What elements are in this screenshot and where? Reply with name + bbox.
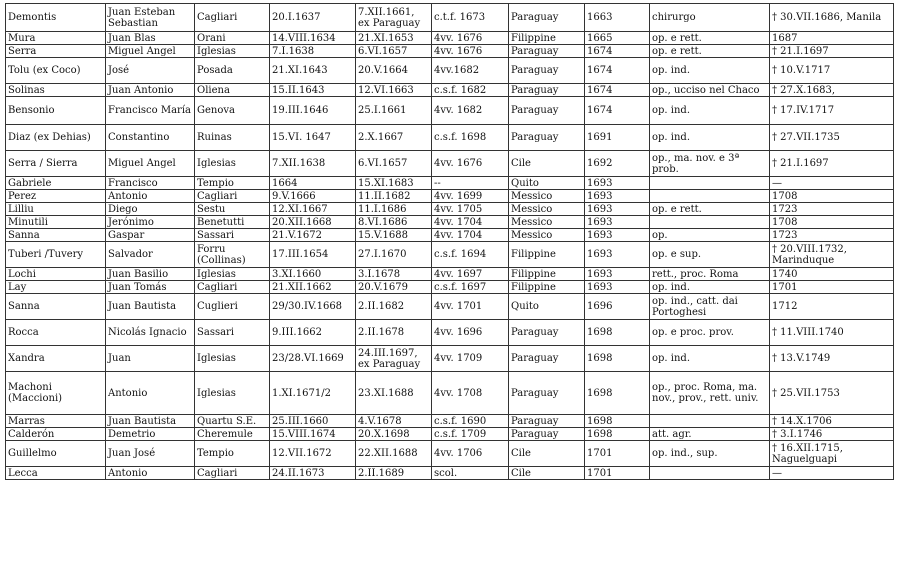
given-name-cell: Miguel Angel xyxy=(106,151,195,177)
role-cell: op. e proc. prov. xyxy=(650,320,770,346)
entry-date-cell: 2.X.1667 xyxy=(356,125,432,151)
given-name-cell: Jerónimo xyxy=(106,216,195,229)
role-cell: op. ind., catt. dai Portoghesi xyxy=(650,294,770,320)
death-cell: † 21.I.1697 xyxy=(770,45,894,58)
surname-cell: Xandra xyxy=(6,346,106,372)
death-cell: † 3.I.1746 xyxy=(770,428,894,441)
given-name-cell: Juan Tomás xyxy=(106,281,195,294)
table-row xyxy=(6,177,894,190)
death-cell: 1708 xyxy=(770,190,894,203)
province-cell: Quito xyxy=(509,177,585,190)
entry-date-cell: 20.V.1679 xyxy=(356,281,432,294)
departure-year-cell: 1674 xyxy=(585,84,650,97)
table-row xyxy=(6,268,894,281)
departure-year-cell: 1693 xyxy=(585,281,650,294)
surname-cell: Minutili xyxy=(6,216,106,229)
role-cell: op. e rett. xyxy=(650,32,770,45)
surname-cell: Mura xyxy=(6,32,106,45)
entry-date-cell: 6.VI.1657 xyxy=(356,151,432,177)
birth-date-cell: 15.II.1643 xyxy=(270,84,356,97)
role-cell: chirurgo xyxy=(650,4,770,32)
entry-date-cell: 25.I.1661 xyxy=(356,97,432,125)
entry-date-cell: 22.XII.1688 xyxy=(356,441,432,467)
death-cell: † 16.XII.1715, Naguelguapi xyxy=(770,441,894,467)
death-cell: † 17.IV.1717 xyxy=(770,97,894,125)
departure-year-cell: 1693 xyxy=(585,229,650,242)
province-cell: Paraguay xyxy=(509,4,585,32)
entry-date-cell: 23.XI.1688 xyxy=(356,372,432,415)
entry-date-cell: 11.II.1682 xyxy=(356,190,432,203)
death-cell: † 13.V.1749 xyxy=(770,346,894,372)
given-name-cell: Juan Bautista xyxy=(106,294,195,320)
departure-year-cell: 1674 xyxy=(585,58,650,84)
province-cell: Cile xyxy=(509,441,585,467)
departure-year-cell: 1698 xyxy=(585,320,650,346)
table-row xyxy=(6,415,894,428)
birthplace-cell: Cagliari xyxy=(195,281,270,294)
vows-cell: 4vv. 1699 xyxy=(432,190,509,203)
given-name-cell: Juan Bautista xyxy=(106,415,195,428)
birth-date-cell: 7.I.1638 xyxy=(270,45,356,58)
entry-date-cell: 15.XI.1683 xyxy=(356,177,432,190)
given-name-cell: Constantino xyxy=(106,125,195,151)
surname-cell: Lilliu xyxy=(6,203,106,216)
surname-cell: Serra xyxy=(6,45,106,58)
vows-cell: 4vv.1682 xyxy=(432,58,509,84)
birthplace-cell: Sassari xyxy=(195,229,270,242)
province-cell: Paraguay xyxy=(509,372,585,415)
entry-date-cell: 15.V.1688 xyxy=(356,229,432,242)
surname-cell: Tuberi /Tuvery xyxy=(6,242,106,268)
table-row xyxy=(6,428,894,441)
entry-date-cell: 11.I.1686 xyxy=(356,203,432,216)
table-row xyxy=(6,151,894,177)
given-name-cell: Juan xyxy=(106,346,195,372)
role-cell xyxy=(650,216,770,229)
surname-cell: Perez xyxy=(6,190,106,203)
birth-date-cell: 19.III.1646 xyxy=(270,97,356,125)
given-name-cell: Juan José xyxy=(106,441,195,467)
surname-cell: Sanna xyxy=(6,229,106,242)
birthplace-cell: Benetutti xyxy=(195,216,270,229)
vows-cell: 4vv. 1706 xyxy=(432,441,509,467)
death-cell: † 14.X.1706 xyxy=(770,415,894,428)
province-cell: Paraguay xyxy=(509,346,585,372)
given-name-cell: Antonio xyxy=(106,190,195,203)
death-cell: † 27.VII.1735 xyxy=(770,125,894,151)
province-cell: Filippine xyxy=(509,281,585,294)
table-row xyxy=(6,229,894,242)
table-row xyxy=(6,346,894,372)
given-name-cell: José xyxy=(106,58,195,84)
death-cell: 1712 xyxy=(770,294,894,320)
death-cell: — xyxy=(770,177,894,190)
province-cell: Messico xyxy=(509,190,585,203)
province-cell: Filippine xyxy=(509,268,585,281)
role-cell xyxy=(650,467,770,480)
birthplace-cell: Iglesias xyxy=(195,346,270,372)
role-cell: op., proc. Roma, ma. nov., prov., rett. univ. xyxy=(650,372,770,415)
role-cell: op. xyxy=(650,229,770,242)
death-cell: 1701 xyxy=(770,281,894,294)
vows-cell: 4vv. 1676 xyxy=(432,32,509,45)
role-cell: op. ind. xyxy=(650,58,770,84)
vows-cell: c.s.f. 1698 xyxy=(432,125,509,151)
vows-cell: c.s.f. 1694 xyxy=(432,242,509,268)
birth-date-cell: 24.II.1673 xyxy=(270,467,356,480)
birth-date-cell: 20.XII.1668 xyxy=(270,216,356,229)
birth-date-cell: 23/28.VI.1669 xyxy=(270,346,356,372)
death-cell: † 11.VIII.1740 xyxy=(770,320,894,346)
vows-cell: 4vv. 1704 xyxy=(432,216,509,229)
given-name-cell: Antonio xyxy=(106,467,195,480)
entry-date-cell: 20.X.1698 xyxy=(356,428,432,441)
entry-date-cell: 8.VI.1686 xyxy=(356,216,432,229)
departure-year-cell: 1693 xyxy=(585,268,650,281)
table-row xyxy=(6,125,894,151)
vows-cell: c.s.f. 1690 xyxy=(432,415,509,428)
table-row xyxy=(6,45,894,58)
table-row xyxy=(6,281,894,294)
surname-cell: Solinas xyxy=(6,84,106,97)
surname-cell: Bensonio xyxy=(6,97,106,125)
surname-cell: Marras xyxy=(6,415,106,428)
departure-year-cell: 1691 xyxy=(585,125,650,151)
birthplace-cell: Tempio xyxy=(195,441,270,467)
death-cell: 1723 xyxy=(770,203,894,216)
province-cell: Paraguay xyxy=(509,97,585,125)
table-row xyxy=(6,203,894,216)
birth-date-cell: 29/30.IV.1668 xyxy=(270,294,356,320)
given-name-cell: Antonio xyxy=(106,372,195,415)
birthplace-cell: Sassari xyxy=(195,320,270,346)
table-row xyxy=(6,441,894,467)
surname-cell: Lecca xyxy=(6,467,106,480)
province-cell: Paraguay xyxy=(509,45,585,58)
table-row xyxy=(6,190,894,203)
departure-year-cell: 1698 xyxy=(585,346,650,372)
departure-year-cell: 1674 xyxy=(585,97,650,125)
role-cell: op. ind. xyxy=(650,346,770,372)
province-cell: Paraguay xyxy=(509,125,585,151)
biographical-table xyxy=(5,3,894,480)
table-row xyxy=(6,58,894,84)
role-cell: op., ma. nov. e 3ª prob. xyxy=(650,151,770,177)
birthplace-cell: Cagliari xyxy=(195,4,270,32)
surname-cell: Lochi xyxy=(6,268,106,281)
vows-cell: 4vv. 1704 xyxy=(432,229,509,242)
table-row xyxy=(6,294,894,320)
role-cell xyxy=(650,415,770,428)
departure-year-cell: 1665 xyxy=(585,32,650,45)
departure-year-cell: 1693 xyxy=(585,190,650,203)
entry-date-cell: 3.I.1678 xyxy=(356,268,432,281)
entry-date-cell: 21.XI.1653 xyxy=(356,32,432,45)
entry-date-cell: 6.VI.1657 xyxy=(356,45,432,58)
birth-date-cell: 1664 xyxy=(270,177,356,190)
province-cell: Filippine xyxy=(509,242,585,268)
given-name-cell: Juan Esteban Sebastian xyxy=(106,4,195,32)
vows-cell: 4vv. 1676 xyxy=(432,45,509,58)
birth-date-cell: 15.VIII.1674 xyxy=(270,428,356,441)
given-name-cell: Juan Blas xyxy=(106,32,195,45)
birthplace-cell: Iglesias xyxy=(195,151,270,177)
surname-cell: Calderón xyxy=(6,428,106,441)
departure-year-cell: 1698 xyxy=(585,415,650,428)
birthplace-cell: Oliena xyxy=(195,84,270,97)
departure-year-cell: 1693 xyxy=(585,177,650,190)
surname-cell: Demontis xyxy=(6,4,106,32)
given-name-cell: Diego xyxy=(106,203,195,216)
province-cell: Paraguay xyxy=(509,415,585,428)
role-cell: op. ind. xyxy=(650,125,770,151)
birthplace-cell: Posada xyxy=(195,58,270,84)
vows-cell: c.t.f. 1673 xyxy=(432,4,509,32)
surname-cell: Rocca xyxy=(6,320,106,346)
table-row xyxy=(6,216,894,229)
birthplace-cell: Iglesias xyxy=(195,45,270,58)
vows-cell: -- xyxy=(432,177,509,190)
birth-date-cell: 21.XI.1643 xyxy=(270,58,356,84)
province-cell: Quito xyxy=(509,294,585,320)
birthplace-cell: Cheremule xyxy=(195,428,270,441)
table-row xyxy=(6,32,894,45)
province-cell: Paraguay xyxy=(509,428,585,441)
surname-cell: Lay xyxy=(6,281,106,294)
vows-cell: 4vv. 1696 xyxy=(432,320,509,346)
birth-date-cell: 7.XII.1638 xyxy=(270,151,356,177)
role-cell: op. ind., sup. xyxy=(650,441,770,467)
province-cell: Filippine xyxy=(509,32,585,45)
birthplace-cell: Iglesias xyxy=(195,268,270,281)
birth-date-cell: 15.VI. 1647 xyxy=(270,125,356,151)
province-cell: Cile xyxy=(509,467,585,480)
departure-year-cell: 1693 xyxy=(585,242,650,268)
table-row xyxy=(6,320,894,346)
table-row xyxy=(6,372,894,415)
birthplace-cell: Iglesias xyxy=(195,372,270,415)
entry-date-cell: 2.II.1682 xyxy=(356,294,432,320)
departure-year-cell: 1698 xyxy=(585,428,650,441)
birth-date-cell: 3.XI.1660 xyxy=(270,268,356,281)
birthplace-cell: Quartu S.E. xyxy=(195,415,270,428)
departure-year-cell: 1701 xyxy=(585,467,650,480)
role-cell: rett., proc. Roma xyxy=(650,268,770,281)
role-cell: op. e rett. xyxy=(650,45,770,58)
entry-date-cell: 12.VI.1663 xyxy=(356,84,432,97)
role-cell xyxy=(650,177,770,190)
birth-date-cell: 9.III.1662 xyxy=(270,320,356,346)
birthplace-cell: Tempio xyxy=(195,177,270,190)
vows-cell: 4vv. 1708 xyxy=(432,372,509,415)
death-cell: † 10.V.1717 xyxy=(770,58,894,84)
vows-cell: scol. xyxy=(432,467,509,480)
entry-date-cell: 4.V.1678 xyxy=(356,415,432,428)
vows-cell: c.s.f. 1709 xyxy=(432,428,509,441)
surname-cell: Guillelmo xyxy=(6,441,106,467)
province-cell: Paraguay xyxy=(509,320,585,346)
death-cell: 1740 xyxy=(770,268,894,281)
surname-cell: Gabriele xyxy=(6,177,106,190)
death-cell: — xyxy=(770,467,894,480)
birth-date-cell: 12.VII.1672 xyxy=(270,441,356,467)
departure-year-cell: 1692 xyxy=(585,151,650,177)
role-cell: att. agr. xyxy=(650,428,770,441)
province-cell: Paraguay xyxy=(509,84,585,97)
birth-date-cell: 25.III.1660 xyxy=(270,415,356,428)
vows-cell: 4vv. 1682 xyxy=(432,97,509,125)
given-name-cell: Miguel Angel xyxy=(106,45,195,58)
document-page xyxy=(5,3,893,480)
departure-year-cell: 1696 xyxy=(585,294,650,320)
role-cell xyxy=(650,190,770,203)
departure-year-cell: 1698 xyxy=(585,372,650,415)
birthplace-cell: Ruinas xyxy=(195,125,270,151)
given-name-cell: Nicolás Ignacio xyxy=(106,320,195,346)
role-cell: op. e rett. xyxy=(650,203,770,216)
entry-date-cell: 2.II.1689 xyxy=(356,467,432,480)
vows-cell: 4vv. 1701 xyxy=(432,294,509,320)
entry-date-cell: 27.I.1670 xyxy=(356,242,432,268)
birth-date-cell: 14.VIII.1634 xyxy=(270,32,356,45)
role-cell: op., ucciso nel Chaco xyxy=(650,84,770,97)
province-cell: Messico xyxy=(509,203,585,216)
role-cell: op. ind. xyxy=(650,97,770,125)
birthplace-cell: Cuglieri xyxy=(195,294,270,320)
given-name-cell: Francisco María xyxy=(106,97,195,125)
given-name-cell: Demetrio xyxy=(106,428,195,441)
surname-cell: Machoni (Maccioni) xyxy=(6,372,106,415)
table-row xyxy=(6,242,894,268)
province-cell: Messico xyxy=(509,229,585,242)
entry-date-cell: 20.V.1664 xyxy=(356,58,432,84)
surname-cell: Sanna xyxy=(6,294,106,320)
province-cell: Paraguay xyxy=(509,58,585,84)
death-cell: † 21.I.1697 xyxy=(770,151,894,177)
entry-date-cell: 2.II.1678 xyxy=(356,320,432,346)
vows-cell: c.s.f. 1697 xyxy=(432,281,509,294)
departure-year-cell: 1674 xyxy=(585,45,650,58)
vows-cell: c.s.f. 1682 xyxy=(432,84,509,97)
birthplace-cell: Cagliari xyxy=(195,467,270,480)
vows-cell: 4vv. 1709 xyxy=(432,346,509,372)
given-name-cell: Juan Antonio xyxy=(106,84,195,97)
vows-cell: 4vv. 1697 xyxy=(432,268,509,281)
birth-date-cell: 12.XI.1667 xyxy=(270,203,356,216)
birth-date-cell: 21.XII.1662 xyxy=(270,281,356,294)
departure-year-cell: 1663 xyxy=(585,4,650,32)
province-cell: Messico xyxy=(509,216,585,229)
table-row xyxy=(6,4,894,32)
birth-date-cell: 17.III.1654 xyxy=(270,242,356,268)
death-cell: † 25.VII.1753 xyxy=(770,372,894,415)
birthplace-cell: Genova xyxy=(195,97,270,125)
birth-date-cell: 1.XI.1671/2 xyxy=(270,372,356,415)
table-row xyxy=(6,97,894,125)
given-name-cell: Gaspar xyxy=(106,229,195,242)
death-cell: † 30.VII.1686, Manila xyxy=(770,4,894,32)
death-cell: † 20.VIII.1732, Marinduque xyxy=(770,242,894,268)
departure-year-cell: 1693 xyxy=(585,203,650,216)
given-name-cell: Francisco xyxy=(106,177,195,190)
departure-year-cell: 1693 xyxy=(585,216,650,229)
vows-cell: 4vv. 1705 xyxy=(432,203,509,216)
birthplace-cell: Forru (Collinas) xyxy=(195,242,270,268)
surname-cell: Tolu (ex Coco) xyxy=(6,58,106,84)
birth-date-cell: 21.V.1672 xyxy=(270,229,356,242)
province-cell: Cile xyxy=(509,151,585,177)
table-body xyxy=(6,4,894,480)
death-cell: 1708 xyxy=(770,216,894,229)
birth-date-cell: 20.I.1637 xyxy=(270,4,356,32)
entry-date-cell: 7.XII.1661, ex Paraguay xyxy=(356,4,432,32)
table-row xyxy=(6,467,894,480)
birth-date-cell: 9.V.1666 xyxy=(270,190,356,203)
surname-cell: Serra / Sierra xyxy=(6,151,106,177)
death-cell: 1723 xyxy=(770,229,894,242)
table-row xyxy=(6,84,894,97)
surname-cell: Diaz (ex Dehias) xyxy=(6,125,106,151)
death-cell: † 27.X.1683, xyxy=(770,84,894,97)
birthplace-cell: Cagliari xyxy=(195,190,270,203)
role-cell: op. ind. xyxy=(650,281,770,294)
birthplace-cell: Sestu xyxy=(195,203,270,216)
birthplace-cell: Orani xyxy=(195,32,270,45)
role-cell: op. e sup. xyxy=(650,242,770,268)
given-name-cell: Juan Basilio xyxy=(106,268,195,281)
departure-year-cell: 1701 xyxy=(585,441,650,467)
given-name-cell: Salvador xyxy=(106,242,195,268)
death-cell: 1687 xyxy=(770,32,894,45)
entry-date-cell: 24.III.1697, ex Paraguay xyxy=(356,346,432,372)
vows-cell: 4vv. 1676 xyxy=(432,151,509,177)
